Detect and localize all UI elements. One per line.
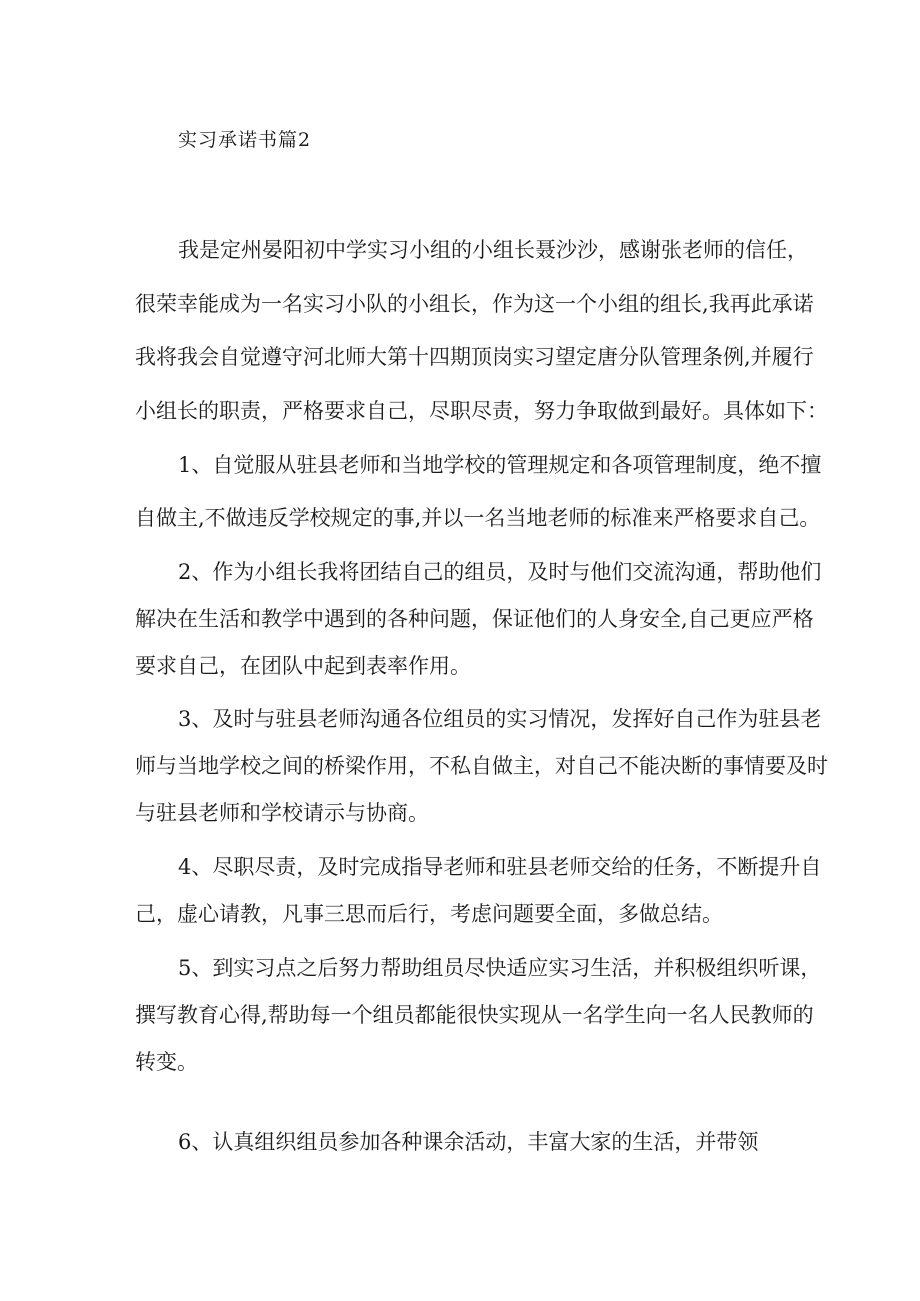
text-line: 转变。 (135, 1050, 198, 1074)
text-line: 4、尽职尽责，及时完成指导老师和驻县老师交给的任务，不断提升自 (178, 855, 822, 879)
text-line: 我是定州晏阳初中学实习小组的小组长聂沙沙，感谢张老师的信任， (178, 238, 808, 262)
text-line: 6、认真组织组员参加各种课余活动，丰富大家的生活，并带领 (178, 1130, 759, 1154)
text-line: 撰写教育心得,帮助每一个组员都能很快实现从一名学生向一名人民教师的 (135, 1003, 814, 1027)
text-line: 己，虚心请教，凡事三思而后行，考虑问题要全面，多做总结。 (135, 902, 723, 926)
text-line: 要求自己，在团队中起到表率作用。 (135, 654, 471, 678)
document-title: 实习承诺书篇2 (178, 129, 312, 151)
text-line: 师与当地学校之间的桥梁作用，不私自做主，对自己不能决断的事情要及时 (135, 754, 828, 778)
text-line: 我将我会自觉遵守河北师大第十四期顶岗实习望定唐分队管理条例,并履行 (135, 345, 814, 369)
text-line: 5、到实习点之后努力帮助组员尽快适应实习生活，并积极组织听课， (178, 956, 822, 980)
text-line: 很荣幸能成为一名实习小队的小组长，作为这一个小组的组长,我再此承诺 (135, 292, 814, 316)
text-line: 3、及时与驻县老师沟通各位组员的实习情况，发挥好自己作为驻县老 (178, 707, 822, 731)
text-line: 2、作为小组长我将团结自己的组员，及时与他们交流沟通，帮助他们 (178, 560, 822, 584)
text-line: 自做主,不做违反学校规定的事,并以一名当地老师的标准来严格要求自己。 (135, 506, 821, 530)
text-line: 1、自觉服从驻县老师和当地学校的管理规定和各项管理制度，绝不擅 (178, 453, 822, 477)
text-line: 与驻县老师和学校请示与协商。 (135, 801, 429, 825)
text-line: 解决在生活和教学中遇到的各种问题，保证他们的人身安全,自己更应严格 (135, 607, 814, 631)
text-line: 小组长的职责，严格要求自己，尽职尽责，努力争取做到最好。具体如下： (135, 399, 828, 423)
